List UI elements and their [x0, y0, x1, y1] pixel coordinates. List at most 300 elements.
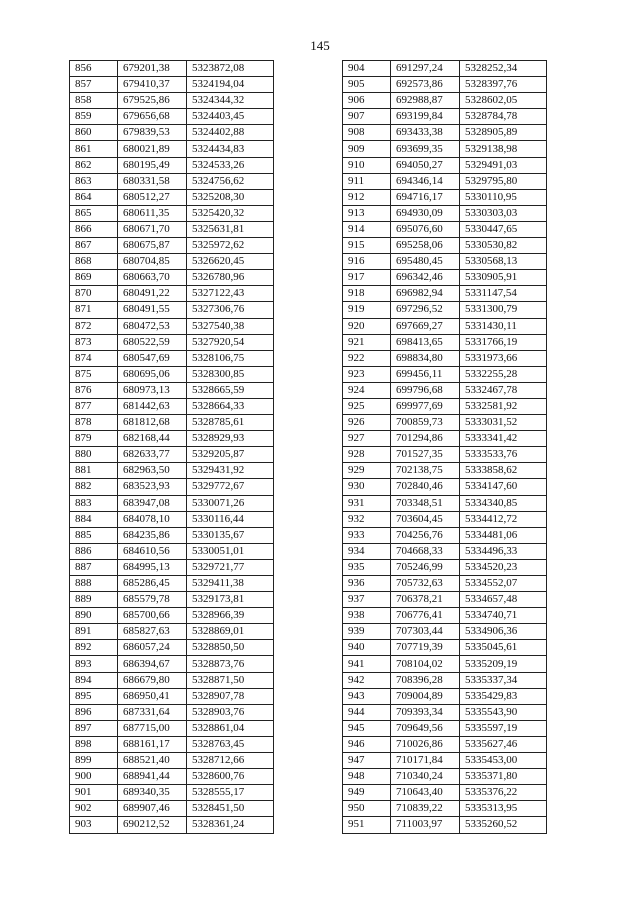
y-coordinate-cell: 5333341,42 — [460, 431, 547, 447]
x-coordinate-cell: 707303,44 — [391, 624, 460, 640]
table-row — [70, 624, 274, 640]
y-coordinate-cell: 5330530,82 — [460, 238, 547, 254]
point-number-cell: 882 — [70, 479, 118, 495]
y-coordinate-cell: 5330303,03 — [460, 205, 547, 221]
table-row — [70, 688, 274, 704]
table-row — [343, 447, 547, 463]
table-row — [70, 672, 274, 688]
point-number-cell: 900 — [70, 769, 118, 785]
table-row — [70, 205, 274, 221]
point-number-cell: 904 — [343, 61, 391, 77]
y-coordinate-cell: 5328106,75 — [187, 350, 274, 366]
y-coordinate-cell: 5327306,76 — [187, 302, 274, 318]
x-coordinate-cell: 679525,86 — [118, 93, 187, 109]
table-row — [343, 704, 547, 720]
y-coordinate-cell: 5334740,71 — [460, 608, 547, 624]
y-coordinate-cell: 5328361,24 — [187, 817, 274, 833]
y-coordinate-cell: 5329491,03 — [460, 157, 547, 173]
point-number-cell: 936 — [343, 576, 391, 592]
x-coordinate-cell: 691297,24 — [391, 61, 460, 77]
x-coordinate-cell: 682963,50 — [118, 463, 187, 479]
x-coordinate-cell: 686950,41 — [118, 688, 187, 704]
point-number-cell: 946 — [343, 736, 391, 752]
table-row — [343, 125, 547, 141]
x-coordinate-cell: 680611,35 — [118, 205, 187, 221]
y-coordinate-cell: 5328451,50 — [187, 801, 274, 817]
table-row — [343, 431, 547, 447]
y-coordinate-cell: 5334412,72 — [460, 511, 547, 527]
table-row — [343, 720, 547, 736]
x-coordinate-cell: 697669,27 — [391, 318, 460, 334]
y-coordinate-cell: 5328966,39 — [187, 608, 274, 624]
point-number-cell: 889 — [70, 592, 118, 608]
table-row — [70, 221, 274, 237]
point-number-cell: 891 — [70, 624, 118, 640]
x-coordinate-cell: 696342,46 — [391, 270, 460, 286]
y-coordinate-cell: 5328869,01 — [187, 624, 274, 640]
y-coordinate-cell: 5324756,62 — [187, 173, 274, 189]
point-number-cell: 944 — [343, 704, 391, 720]
table-row — [343, 77, 547, 93]
y-coordinate-cell: 5327122,43 — [187, 286, 274, 302]
x-coordinate-cell: 710643,40 — [391, 785, 460, 801]
point-number-cell: 943 — [343, 688, 391, 704]
point-number-cell: 862 — [70, 157, 118, 173]
table-row — [343, 189, 547, 205]
table-row — [343, 141, 547, 157]
y-coordinate-cell: 5332255,28 — [460, 366, 547, 382]
table-row — [343, 173, 547, 189]
table-row — [343, 592, 547, 608]
point-number-cell: 902 — [70, 801, 118, 817]
table-row — [70, 286, 274, 302]
point-number-cell: 893 — [70, 656, 118, 672]
y-coordinate-cell: 5324194,04 — [187, 77, 274, 93]
table-row — [343, 93, 547, 109]
y-coordinate-cell: 5328871,50 — [187, 672, 274, 688]
y-coordinate-cell: 5329721,77 — [187, 559, 274, 575]
table-row — [343, 415, 547, 431]
x-coordinate-cell: 686679,80 — [118, 672, 187, 688]
point-number-cell: 890 — [70, 608, 118, 624]
y-coordinate-cell: 5328907,78 — [187, 688, 274, 704]
table-row — [343, 640, 547, 656]
y-coordinate-cell: 5335209,19 — [460, 656, 547, 672]
x-coordinate-cell: 707719,39 — [391, 640, 460, 656]
y-coordinate-cell: 5329205,87 — [187, 447, 274, 463]
y-coordinate-cell: 5330135,67 — [187, 527, 274, 543]
point-number-cell: 881 — [70, 463, 118, 479]
table-row — [70, 559, 274, 575]
x-coordinate-cell: 698413,65 — [391, 334, 460, 350]
table-row — [343, 270, 547, 286]
x-coordinate-cell: 705246,99 — [391, 559, 460, 575]
y-coordinate-cell: 5328712,66 — [187, 753, 274, 769]
x-coordinate-cell: 710839,22 — [391, 801, 460, 817]
point-number-cell: 930 — [343, 479, 391, 495]
point-number-cell: 934 — [343, 543, 391, 559]
point-number-cell: 926 — [343, 415, 391, 431]
x-coordinate-cell: 680512,27 — [118, 189, 187, 205]
y-coordinate-cell: 5335453,00 — [460, 753, 547, 769]
x-coordinate-cell: 680675,87 — [118, 238, 187, 254]
x-coordinate-cell: 697296,52 — [391, 302, 460, 318]
x-coordinate-cell: 694716,17 — [391, 189, 460, 205]
x-coordinate-cell: 710026,86 — [391, 736, 460, 752]
y-coordinate-cell: 5326620,45 — [187, 254, 274, 270]
point-number-cell: 928 — [343, 447, 391, 463]
y-coordinate-cell: 5335260,52 — [460, 817, 547, 833]
x-coordinate-cell: 689340,35 — [118, 785, 187, 801]
table-row — [70, 576, 274, 592]
x-coordinate-cell: 710340,24 — [391, 769, 460, 785]
y-coordinate-cell: 5328929,93 — [187, 431, 274, 447]
point-number-cell: 865 — [70, 205, 118, 221]
point-number-cell: 897 — [70, 720, 118, 736]
point-number-cell: 885 — [70, 527, 118, 543]
table-row — [70, 704, 274, 720]
y-coordinate-cell: 5328905,89 — [460, 125, 547, 141]
table-row — [343, 736, 547, 752]
point-number-cell: 918 — [343, 286, 391, 302]
x-coordinate-cell: 701294,86 — [391, 431, 460, 447]
y-coordinate-cell: 5325208,30 — [187, 189, 274, 205]
coordinates-table-right — [342, 60, 547, 834]
x-coordinate-cell: 687331,64 — [118, 704, 187, 720]
point-number-cell: 896 — [70, 704, 118, 720]
table-row — [343, 576, 547, 592]
y-coordinate-cell: 5334340,85 — [460, 495, 547, 511]
y-coordinate-cell: 5330447,65 — [460, 221, 547, 237]
x-coordinate-cell: 685579,78 — [118, 592, 187, 608]
point-number-cell: 877 — [70, 398, 118, 414]
table-row — [343, 286, 547, 302]
y-coordinate-cell: 5331430,11 — [460, 318, 547, 334]
point-number-cell: 917 — [343, 270, 391, 286]
point-number-cell: 910 — [343, 157, 391, 173]
y-coordinate-cell: 5324403,45 — [187, 109, 274, 125]
y-coordinate-cell: 5330051,01 — [187, 543, 274, 559]
x-coordinate-cell: 695480,45 — [391, 254, 460, 270]
x-coordinate-cell: 682633,77 — [118, 447, 187, 463]
point-number-cell: 949 — [343, 785, 391, 801]
point-number-cell: 861 — [70, 141, 118, 157]
table-row — [70, 736, 274, 752]
y-coordinate-cell: 5328784,78 — [460, 109, 547, 125]
table-row — [70, 173, 274, 189]
point-number-cell: 864 — [70, 189, 118, 205]
table-row — [70, 608, 274, 624]
y-coordinate-cell: 5328555,17 — [187, 785, 274, 801]
x-coordinate-cell: 708104,02 — [391, 656, 460, 672]
point-number-cell: 879 — [70, 431, 118, 447]
y-coordinate-cell: 5328602,05 — [460, 93, 547, 109]
x-coordinate-cell: 693699,35 — [391, 141, 460, 157]
y-coordinate-cell: 5328252,34 — [460, 61, 547, 77]
table-row — [70, 382, 274, 398]
x-coordinate-cell: 704668,33 — [391, 543, 460, 559]
table-row — [343, 511, 547, 527]
table-row — [343, 157, 547, 173]
point-number-cell: 866 — [70, 221, 118, 237]
table-row — [343, 318, 547, 334]
point-number-cell: 927 — [343, 431, 391, 447]
point-number-cell: 925 — [343, 398, 391, 414]
y-coordinate-cell: 5328665,59 — [187, 382, 274, 398]
y-coordinate-cell: 5335371,80 — [460, 769, 547, 785]
x-coordinate-cell: 680331,58 — [118, 173, 187, 189]
point-number-cell: 932 — [343, 511, 391, 527]
x-coordinate-cell: 680522,59 — [118, 334, 187, 350]
point-number-cell: 894 — [70, 672, 118, 688]
table-row — [343, 350, 547, 366]
y-coordinate-cell: 5329411,38 — [187, 576, 274, 592]
table-row — [70, 543, 274, 559]
point-number-cell: 895 — [70, 688, 118, 704]
point-number-cell: 950 — [343, 801, 391, 817]
table-row — [343, 479, 547, 495]
page-number: 145 — [310, 38, 330, 53]
point-number-cell: 873 — [70, 334, 118, 350]
y-coordinate-cell: 5329795,80 — [460, 173, 547, 189]
y-coordinate-cell: 5333031,52 — [460, 415, 547, 431]
point-number-cell: 868 — [70, 254, 118, 270]
x-coordinate-cell: 687715,00 — [118, 720, 187, 736]
y-coordinate-cell: 5328903,76 — [187, 704, 274, 720]
point-number-cell: 887 — [70, 559, 118, 575]
x-coordinate-cell: 692573,86 — [391, 77, 460, 93]
table-row — [70, 318, 274, 334]
x-coordinate-cell: 694930,09 — [391, 205, 460, 221]
point-number-cell: 911 — [343, 173, 391, 189]
point-number-cell: 931 — [343, 495, 391, 511]
x-coordinate-cell: 680671,70 — [118, 221, 187, 237]
x-coordinate-cell: 679201,38 — [118, 61, 187, 77]
point-number-cell: 913 — [343, 205, 391, 221]
x-coordinate-cell: 685827,63 — [118, 624, 187, 640]
x-coordinate-cell: 698834,80 — [391, 350, 460, 366]
x-coordinate-cell: 703604,45 — [391, 511, 460, 527]
y-coordinate-cell: 5335045,61 — [460, 640, 547, 656]
table-row — [70, 141, 274, 157]
point-number-cell: 874 — [70, 350, 118, 366]
y-coordinate-cell: 5335337,34 — [460, 672, 547, 688]
x-coordinate-cell: 704256,76 — [391, 527, 460, 543]
y-coordinate-cell: 5334147,60 — [460, 479, 547, 495]
table-row — [70, 302, 274, 318]
table-row — [343, 527, 547, 543]
table-row — [70, 109, 274, 125]
y-coordinate-cell: 5330071,26 — [187, 495, 274, 511]
y-coordinate-cell: 5323872,08 — [187, 61, 274, 77]
table-row — [70, 753, 274, 769]
point-number-cell: 878 — [70, 415, 118, 431]
y-coordinate-cell: 5325631,81 — [187, 221, 274, 237]
point-number-cell: 908 — [343, 125, 391, 141]
x-coordinate-cell: 680195,49 — [118, 157, 187, 173]
y-coordinate-cell: 5332581,92 — [460, 398, 547, 414]
y-coordinate-cell: 5328397,76 — [460, 77, 547, 93]
x-coordinate-cell: 679656,68 — [118, 109, 187, 125]
x-coordinate-cell: 695258,06 — [391, 238, 460, 254]
point-number-cell: 870 — [70, 286, 118, 302]
x-coordinate-cell: 679410,37 — [118, 77, 187, 93]
point-number-cell: 951 — [343, 817, 391, 833]
table-row — [343, 382, 547, 398]
x-coordinate-cell: 694346,14 — [391, 173, 460, 189]
table-row — [70, 61, 274, 77]
y-coordinate-cell: 5329772,67 — [187, 479, 274, 495]
y-coordinate-cell: 5329431,92 — [187, 463, 274, 479]
x-coordinate-cell: 684610,56 — [118, 543, 187, 559]
x-coordinate-cell: 688521,40 — [118, 753, 187, 769]
table-row — [70, 817, 274, 833]
table-row — [70, 366, 274, 382]
x-coordinate-cell: 680021,89 — [118, 141, 187, 157]
table-row — [343, 398, 547, 414]
point-number-cell: 945 — [343, 720, 391, 736]
y-coordinate-cell: 5326780,96 — [187, 270, 274, 286]
y-coordinate-cell: 5328785,61 — [187, 415, 274, 431]
table-row — [70, 640, 274, 656]
x-coordinate-cell: 690212,52 — [118, 817, 187, 833]
point-number-cell: 899 — [70, 753, 118, 769]
table-row — [70, 415, 274, 431]
table-row — [70, 157, 274, 173]
table-row — [70, 125, 274, 141]
x-coordinate-cell: 699456,11 — [391, 366, 460, 382]
y-coordinate-cell: 5325972,62 — [187, 238, 274, 254]
point-number-cell: 906 — [343, 93, 391, 109]
y-coordinate-cell: 5330905,91 — [460, 270, 547, 286]
point-number-cell: 875 — [70, 366, 118, 382]
table-row — [343, 769, 547, 785]
table-row — [70, 801, 274, 817]
x-coordinate-cell: 684995,13 — [118, 559, 187, 575]
y-coordinate-cell: 5328873,76 — [187, 656, 274, 672]
table-row — [70, 77, 274, 93]
y-coordinate-cell: 5334552,07 — [460, 576, 547, 592]
table-row — [70, 769, 274, 785]
y-coordinate-cell: 5333533,76 — [460, 447, 547, 463]
point-number-cell: 898 — [70, 736, 118, 752]
point-number-cell: 933 — [343, 527, 391, 543]
table-row — [70, 270, 274, 286]
table-row — [70, 511, 274, 527]
coordinates-table-left — [69, 60, 274, 834]
point-number-cell: 860 — [70, 125, 118, 141]
table-row — [70, 431, 274, 447]
x-coordinate-cell: 680695,06 — [118, 366, 187, 382]
table-row — [343, 624, 547, 640]
x-coordinate-cell: 699796,68 — [391, 382, 460, 398]
y-coordinate-cell: 5332467,78 — [460, 382, 547, 398]
x-coordinate-cell: 709393,34 — [391, 704, 460, 720]
point-number-cell: 948 — [343, 769, 391, 785]
table-row — [70, 334, 274, 350]
y-coordinate-cell: 5325420,32 — [187, 205, 274, 221]
y-coordinate-cell: 5335429,83 — [460, 688, 547, 704]
x-coordinate-cell: 681812,68 — [118, 415, 187, 431]
point-number-cell: 935 — [343, 559, 391, 575]
y-coordinate-cell: 5330568,13 — [460, 254, 547, 270]
x-coordinate-cell: 680472,53 — [118, 318, 187, 334]
x-coordinate-cell: 703348,51 — [391, 495, 460, 511]
y-coordinate-cell: 5331973,66 — [460, 350, 547, 366]
point-number-cell: 857 — [70, 77, 118, 93]
x-coordinate-cell: 693199,84 — [391, 109, 460, 125]
point-number-cell: 856 — [70, 61, 118, 77]
point-number-cell: 859 — [70, 109, 118, 125]
y-coordinate-cell: 5327540,38 — [187, 318, 274, 334]
y-coordinate-cell: 5330110,95 — [460, 189, 547, 205]
table-row — [343, 254, 547, 270]
point-number-cell: 920 — [343, 318, 391, 334]
point-number-cell: 903 — [70, 817, 118, 833]
point-number-cell: 871 — [70, 302, 118, 318]
point-number-cell: 880 — [70, 447, 118, 463]
table-row — [343, 785, 547, 801]
table-row — [70, 656, 274, 672]
table-row — [70, 720, 274, 736]
x-coordinate-cell: 683947,08 — [118, 495, 187, 511]
point-number-cell: 863 — [70, 173, 118, 189]
x-coordinate-cell: 708396,28 — [391, 672, 460, 688]
y-coordinate-cell: 5333858,62 — [460, 463, 547, 479]
point-number-cell: 886 — [70, 543, 118, 559]
x-coordinate-cell: 706378,21 — [391, 592, 460, 608]
x-coordinate-cell: 709004,89 — [391, 688, 460, 704]
y-coordinate-cell: 5328861,04 — [187, 720, 274, 736]
point-number-cell: 869 — [70, 270, 118, 286]
y-coordinate-cell: 5331766,19 — [460, 334, 547, 350]
point-number-cell: 907 — [343, 109, 391, 125]
point-number-cell: 892 — [70, 640, 118, 656]
x-coordinate-cell: 680491,22 — [118, 286, 187, 302]
point-number-cell: 941 — [343, 656, 391, 672]
y-coordinate-cell: 5335627,46 — [460, 736, 547, 752]
point-number-cell: 922 — [343, 350, 391, 366]
point-number-cell: 888 — [70, 576, 118, 592]
x-coordinate-cell: 680663,70 — [118, 270, 187, 286]
table-row — [70, 785, 274, 801]
x-coordinate-cell: 696982,94 — [391, 286, 460, 302]
y-coordinate-cell: 5329138,98 — [460, 141, 547, 157]
x-coordinate-cell: 679839,53 — [118, 125, 187, 141]
table-row — [70, 447, 274, 463]
point-number-cell: 947 — [343, 753, 391, 769]
point-number-cell: 915 — [343, 238, 391, 254]
table-row — [343, 608, 547, 624]
x-coordinate-cell: 710171,84 — [391, 753, 460, 769]
point-number-cell: 914 — [343, 221, 391, 237]
table-row — [343, 61, 547, 77]
x-coordinate-cell: 695076,60 — [391, 221, 460, 237]
y-coordinate-cell: 5324533,26 — [187, 157, 274, 173]
y-coordinate-cell: 5329173,81 — [187, 592, 274, 608]
table-row — [70, 238, 274, 254]
y-coordinate-cell: 5331300,79 — [460, 302, 547, 318]
table-row — [70, 527, 274, 543]
point-number-cell: 867 — [70, 238, 118, 254]
table-row — [343, 463, 547, 479]
point-number-cell: 921 — [343, 334, 391, 350]
table-row — [343, 543, 547, 559]
table-row — [70, 254, 274, 270]
point-number-cell: 923 — [343, 366, 391, 382]
table-row — [343, 817, 547, 833]
y-coordinate-cell: 5328763,45 — [187, 736, 274, 752]
